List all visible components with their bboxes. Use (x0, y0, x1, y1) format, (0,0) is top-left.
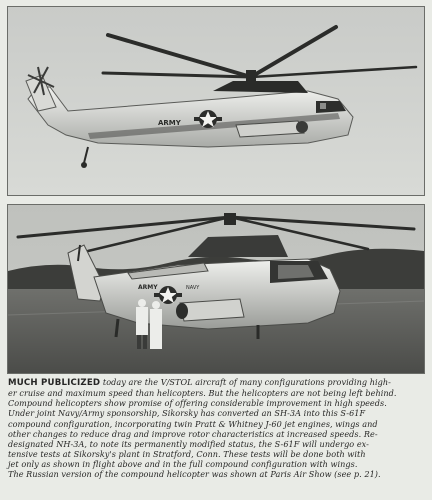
aircraft-marking-tail: NAVY (186, 285, 200, 291)
caption-line: er cruise and maximum speed than helicopters. But the helicopters are not being left behind. (8, 388, 397, 399)
photo-helicopter-on-ground (7, 204, 425, 374)
caption-line: Under joint Navy/Army sponsorship, Sikorsky has converted an SH-3A into this S-61F (8, 408, 366, 419)
photo-caption (8, 377, 422, 480)
aircraft-marking: ARMY (138, 284, 158, 291)
caption-line: The Russian version of the compound helicopter was shown at Paris Air Show (see p. 21). (8, 469, 381, 480)
caption-line: other changes to reduce drag and improve rotor characteristics at increased speeds. Re- (8, 428, 378, 439)
caption-lead: MUCH PUBLICIZED (8, 378, 101, 388)
caption-line: Compound helicopters show promise of offering considerable improvement in high speeds. (8, 398, 387, 409)
caption-text: today are the V/STOL aircraft of many configurations providing high- (100, 377, 391, 387)
aircraft-marking: ARMY (158, 119, 181, 127)
caption-line: designated NH-3A, to note its permanently modified status, the S-61F will undergo ex- (8, 438, 369, 449)
caption-line-1 (8, 377, 422, 388)
photo-helicopter-in-flight (7, 6, 425, 196)
caption-line: tensive tests at Sikorsky's plant in Stratford, Conn. These tests will be done both with (8, 449, 366, 460)
caption-line: compound configuration, incorporating twin Pratt & Whitney J-60 jet engines, wings and (8, 418, 378, 429)
caption-line: jet only as shown in flight above and in the full compound configuration with wings. (8, 459, 358, 470)
